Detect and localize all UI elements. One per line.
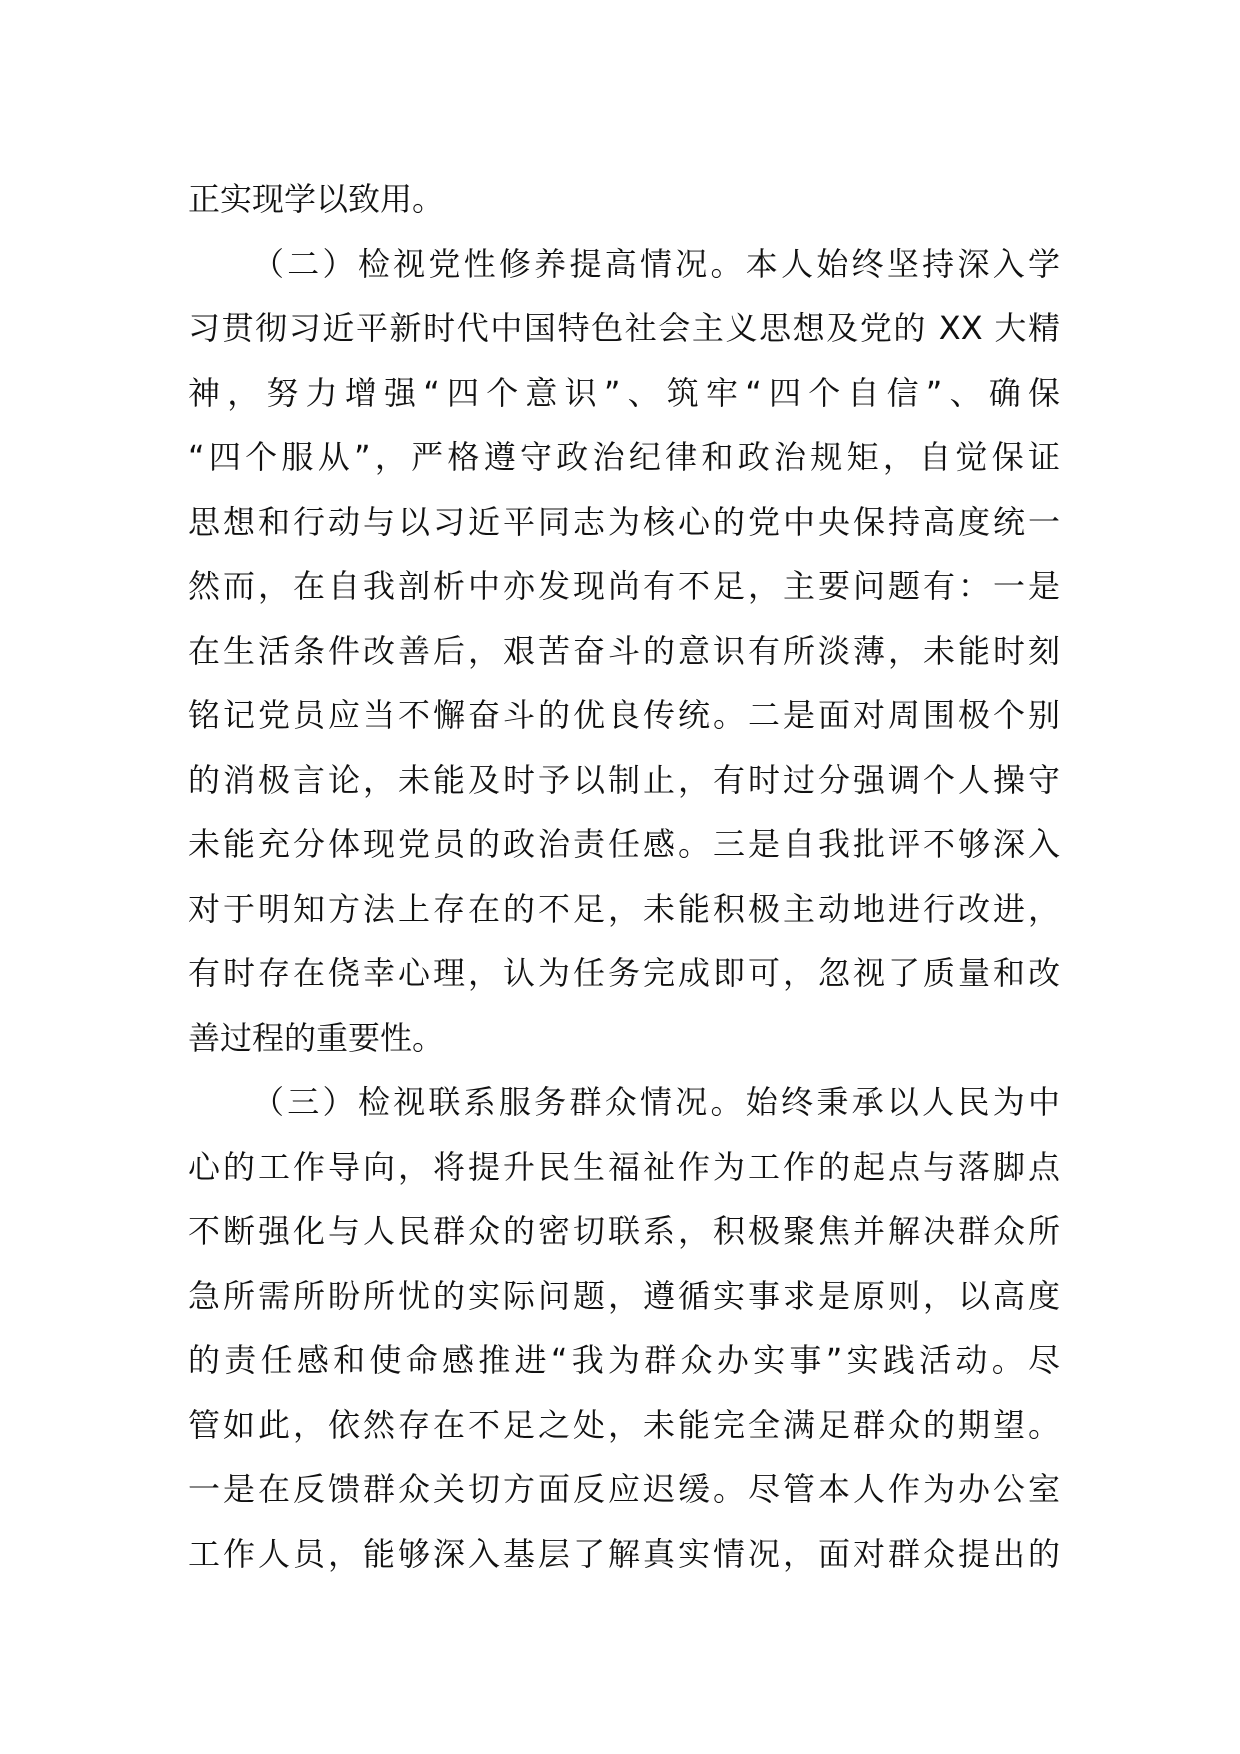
text-line-22: 工作人员，能够深入基层了解真实情况，面对群众提出的 [188,1534,1060,1573]
text-line-7: 然而，在自我剖析中亦发现尚有不足，主要问题有：一是 [188,567,1060,605]
text-line-21: 一是在反馈群众关切方面反应迟缓。尽管本人作为办公室 [188,1470,1060,1508]
text-line-16: 心的工作导向，将提升民生福祉作为工作的起点与落脚点 [188,1147,1060,1186]
text-line-11: 未能充分体现党员的政治责任感。三是自我批评不够深入 [188,825,1060,863]
document-body [188,167,1060,1586]
text-line-9: 铭记党员应当不懈奋斗的优良传统。二是面对周围极个别 [188,696,1060,734]
text-line-17: 不断强化与人民群众的密切联系，积极聚焦并解决群众所 [188,1212,1060,1250]
text-line-3: 习贯彻习近平新时代中国特色社会主义思想及党的 XX 大精 [188,309,1060,347]
text-line-2-section-heading: （二）检视党性修养提高情况。本人始终坚持深入学 [252,244,1060,283]
text-line-15-section-heading: （三）检视联系服务群众情况。始终秉承以人民为中 [252,1083,1060,1121]
text-line-13: 有时存在侥幸心理，认为任务完成即可，忽视了质量和改 [188,954,1060,992]
text-line-14: 善过程的重要性。 [188,1018,445,1057]
text-line-6: 思想和行动与以习近平同志为核心的党中央保持高度统一 [188,502,1060,541]
text-line-4: 神，努力增强“四个意识”、筑牢“四个自信”、确保 [188,373,1060,412]
text-line-20: 管如此，依然存在不足之处，未能完全满足群众的期望。 [188,1405,1060,1444]
text-line-19: 的责任感和使命感推进“我为群众办实事”实践活动。尽 [188,1341,1060,1379]
text-line-1: 正实现学以致用。 [188,180,445,218]
text-line-5: “四个服从”，严格遵守政治纪律和政治规矩，自觉保证 [188,438,1060,476]
text-line-8: 在生活条件改善后，艰苦奋斗的意识有所淡薄，未能时刻 [188,631,1060,670]
text-line-18: 急所需所盼所忧的实际问题，遵循实事求是原则，以高度 [188,1276,1060,1315]
text-line-10: 的消极言论，未能及时予以制止，有时过分强调个人操守 [188,760,1060,799]
text-line-12: 对于明知方法上存在的不足，未能积极主动地进行改进， [188,889,1060,928]
